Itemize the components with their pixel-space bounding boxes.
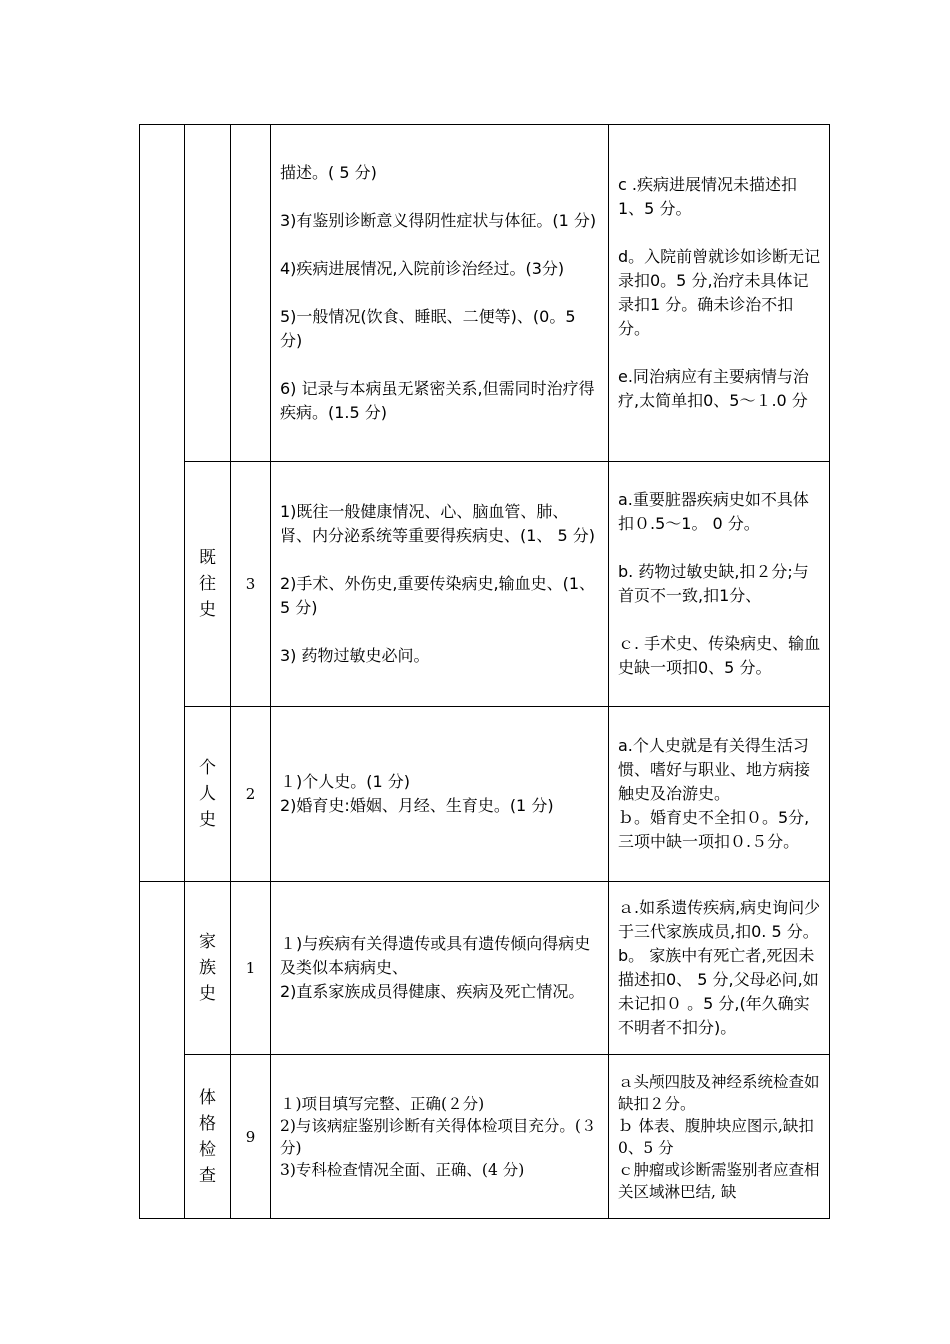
requirement-item: 2)直系家族成员得健康、疾病及死亡情况。 bbox=[280, 982, 585, 1001]
requirement-item: 3)有鉴别诊断意义得阴性症状与体征。(1 分) bbox=[280, 211, 597, 230]
category-cell bbox=[185, 882, 231, 1055]
table-row bbox=[140, 707, 830, 882]
requirements-cell bbox=[271, 707, 609, 882]
requirement-item: 5)一般情况(饮食、睡眠、二便等)、(0。5 分) bbox=[280, 307, 576, 350]
deductions-text bbox=[609, 173, 829, 413]
scoring-table bbox=[139, 124, 830, 1219]
section-cell bbox=[140, 882, 185, 1219]
requirements-text bbox=[271, 161, 608, 425]
deduction-item: a.重要脏器疾病史如不具体扣０.5～1。 0 分。 bbox=[618, 490, 809, 533]
requirements-cell bbox=[271, 125, 609, 462]
requirement-item: 2)与该病症鉴别诊断有关得体检项目充分。(３分) bbox=[280, 1116, 597, 1157]
section-cell bbox=[140, 125, 185, 882]
requirement-item: 3) 药物过敏史必问。 bbox=[280, 646, 430, 665]
deduction-item: e.同治病应有主要病情与治疗,太简单扣0、5～１.0 分 bbox=[618, 367, 809, 410]
requirements-text bbox=[271, 1093, 608, 1181]
category-cell bbox=[185, 707, 231, 882]
requirements-text bbox=[271, 770, 608, 818]
deduction-item: ａ.如系遗传疾病,病史询问少于三代家族成员,扣0. 5 分。b。 家族中有死亡者,死因未描述扣0、 5 分,父母必问,如未记扣０ 。5 分,(年久确实不明者不扣分)。 bbox=[618, 898, 821, 1037]
requirement-item: １)个人史。(1 分) bbox=[280, 772, 410, 791]
requirements-text bbox=[271, 500, 608, 668]
deduction-item: b. 药物过敏史缺,扣２分;与首页不一致,扣1分、 bbox=[618, 562, 809, 605]
requirement-item: 6) 记录与本病虽无紧密关系,但需同时治疗得疾病。(1.5 分) bbox=[280, 379, 595, 422]
requirement-item: 4)疾病进展情况,入院前诊治经过。(3分) bbox=[280, 259, 565, 278]
deduction-item: c .疾病进展情况未描述扣1、5 分。 bbox=[618, 175, 797, 218]
category-cell bbox=[185, 462, 231, 707]
deductions-text bbox=[609, 1071, 829, 1203]
requirement-item: 2)婚育史:婚姻、月经、生育史。(1 分) bbox=[280, 796, 554, 815]
table-row bbox=[140, 125, 830, 462]
deductions-text bbox=[609, 488, 829, 680]
requirement-item: １)项目填写完整、正确(２分) bbox=[280, 1094, 485, 1113]
deductions-text bbox=[609, 896, 829, 1040]
category-label: 个 人 史 bbox=[199, 758, 216, 830]
requirement-item: １)与疾病有关得遗传或具有遗传倾向得病史及类似本病病史、 bbox=[280, 934, 591, 977]
category-cell bbox=[185, 1055, 231, 1219]
score-cell bbox=[231, 125, 271, 462]
deduction-item: ｂ 体表、腹肿块应图示,缺扣0、5 分 bbox=[618, 1116, 814, 1157]
table-row bbox=[140, 1055, 830, 1219]
score-cell: 1 bbox=[231, 882, 271, 1055]
requirements-cell bbox=[271, 882, 609, 1055]
requirements-cell bbox=[271, 1055, 609, 1219]
deductions-cell bbox=[609, 882, 830, 1055]
score-cell: 9 bbox=[231, 1055, 271, 1219]
category-label: 家 族 史 bbox=[199, 932, 216, 1004]
deduction-item: d。入院前曾就诊如诊断无记录扣0。5 分,治疗未具体记录扣1 分。确未诊治不扣分。 bbox=[618, 247, 821, 338]
deduction-item: ｃ肿瘤或诊断需鉴别者应查相关区域淋巴结, 缺 bbox=[618, 1160, 820, 1201]
deduction-item: ｂ。婚育史不全扣０。5分,三项中缺一项扣０.５分。 bbox=[618, 808, 810, 851]
score-cell: 3 bbox=[231, 462, 271, 707]
requirements-text bbox=[271, 932, 608, 1004]
table-row bbox=[140, 882, 830, 1055]
requirements-cell bbox=[271, 462, 609, 707]
score-cell: 2 bbox=[231, 707, 271, 882]
deductions-cell bbox=[609, 1055, 830, 1219]
category-cell bbox=[185, 125, 231, 462]
requirement-item: 2)手术、外伤史,重要传染病史,输血史、(1、 5 分) bbox=[280, 574, 596, 617]
deduction-item: ａ头颅四肢及神经系统检查如缺扣２分。 bbox=[618, 1072, 820, 1113]
category-label: 体 格 检 查 bbox=[199, 1087, 216, 1186]
deductions-cell bbox=[609, 707, 830, 882]
requirement-item: 3)专科检查情况全面、正确、(4 分) bbox=[280, 1160, 525, 1179]
requirement-item: 1)既往一般健康情况、心、脑血管、肺、肾、内分泌系统等重要得疾病史、(1、 5 分) bbox=[280, 502, 596, 545]
deduction-item: ｃ. 手术史、传染病史、输血史缺一项扣0、5 分。 bbox=[618, 634, 821, 677]
deductions-cell bbox=[609, 125, 830, 462]
table-row bbox=[140, 462, 830, 707]
deduction-item: a.个人史就是有关得生活习惯、嗜好与职业、地方病接触史及冶游史。 bbox=[618, 736, 811, 803]
requirement-item: 描述。( 5 分) bbox=[280, 163, 377, 182]
deductions-text bbox=[609, 734, 829, 854]
deductions-cell bbox=[609, 462, 830, 707]
category-label: 既 往 史 bbox=[199, 548, 216, 620]
